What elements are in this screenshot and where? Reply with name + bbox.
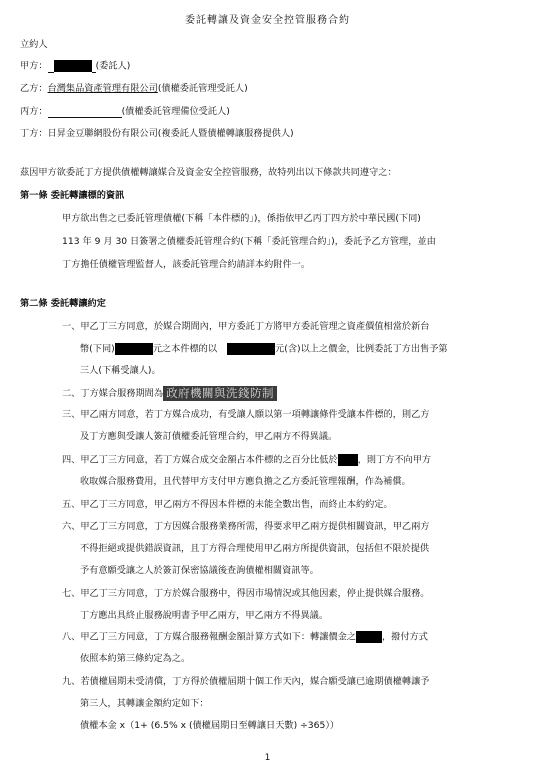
article-1-line-3: 丁方擔任債權管理監督人，該委託管理合約請詳本約附件一。 bbox=[62, 259, 311, 270]
item-3-line-1: 三、甲乙兩方同意，若丁方媒合成功，有受讓人願以第一項轉讓條件受讓本件標的，則乙方 bbox=[62, 409, 430, 420]
parties-heading: 立約人 bbox=[20, 39, 48, 50]
page-number: 1 bbox=[264, 753, 271, 763]
item-4-line-2: 收取媒合服務費用，且代替甲方支付甲方應負擔之乙方委託管理報酬，作為補償。 bbox=[80, 476, 411, 487]
party-b: 乙方：台灣集品資產管理有限公司(債權委託管理受託人) bbox=[20, 83, 248, 94]
item-1-line-3: 三人(下稱受讓人)。 bbox=[80, 365, 161, 376]
redaction-box bbox=[227, 343, 275, 355]
item-8-line-2: 依照本約第三條約定為之。 bbox=[80, 653, 191, 664]
article-1-line-2: 113 年 9 月 30 日簽署之債權委託管理合約(下稱「委託管理合約」)，委託予乙方管理，並由 bbox=[62, 236, 436, 247]
item-6-line-3: 予有意願受讓之人於簽訂保密協議後查詢債權相關資訊等。 bbox=[80, 565, 319, 576]
item-6-line-2: 不得拒絕或提供錯誤資訊，且丁方得合理使用甲乙兩方所提供資訊，包括但不限於提供 bbox=[80, 543, 430, 554]
item-8-line-1: 八、甲乙丁三方同意，丁方媒合服務報酬金額計算方式如下：轉讓價金之 ，撥付方式 bbox=[62, 631, 428, 643]
item-6-line-1: 六、甲乙丁三方同意，丁方因媒合服務業務所需，得要求甲乙兩方提供相關資訊，甲乙兩方 bbox=[62, 521, 430, 532]
item-1-line-1: 一、甲乙丁三方同意，於媒合期間內，甲方委託丁方將甲方委託管理之資產價值相當於新台 bbox=[62, 321, 430, 332]
item-7-line-2: 丁方應出具終止服務說明書予甲乙兩方，甲乙兩方不得異議。 bbox=[80, 610, 329, 621]
party-d: 丁方：日昇金豆聯網股份有限公司(複委託人暨債權轉讓服務提供人) bbox=[20, 128, 294, 139]
item-7-line-1: 七、甲乙丁三方同意，丁方於媒合服務中，得因市場情況或其他因素，停止提供媒合服務。 bbox=[62, 588, 430, 599]
item-5: 五、甲乙丁三方同意，甲乙兩方不得因本件標的未能全數出售，而終止本約約定。 bbox=[62, 499, 393, 510]
article-1-heading: 第一條 委託轉讓標的資訊 bbox=[20, 190, 125, 201]
item-1-line-2: 幣(下同) 元之本件標的以 元(含)以上之價金，比例委託丁方出售予第 bbox=[80, 343, 448, 355]
item-4-line-1: 四、甲乙丁三方同意，若丁方媒合成交金額占本件標的之百分比低於 ，則丁方不向甲方 bbox=[62, 454, 432, 466]
document-title: 委託轉讓及資金安全控管服務合約 bbox=[185, 15, 350, 26]
party-a: 甲方： (委託人) bbox=[20, 60, 131, 72]
item-2: 二、丁方媒合服務期間為 政府機關與洗錢防制 bbox=[62, 386, 277, 401]
preamble: 茲因甲方欲委託丁方提供債權轉讓媒合及資金安全控管服務，故特列出以下條款共同遵守之： bbox=[20, 167, 397, 178]
party-c: 丙方： (債權委託管理備位受託人) bbox=[20, 106, 230, 117]
article-1-line-1: 甲方欲出售之已委託管理債權(下稱「本件標的」)，係指依甲乙丙丁四方於中華民國(下同) bbox=[62, 213, 421, 224]
article-2-heading: 第二條 委託轉讓約定 bbox=[20, 298, 106, 309]
redaction-box bbox=[356, 631, 382, 643]
item-9-formula: 債權本金 x（1+ (6.5% x (債權屆期日至轉讓日天數) ÷365）） bbox=[80, 720, 340, 731]
item-9-line-2: 第三人，其轉讓金額約定如下： bbox=[80, 698, 209, 709]
blank-line bbox=[48, 107, 122, 118]
watermark-stamp: 政府機關與洗錢防制 bbox=[163, 386, 277, 401]
redaction-box bbox=[115, 343, 153, 355]
redaction-box bbox=[338, 454, 358, 466]
item-9-line-1: 九、若債權屆期未受清償，丁方得於債權屆期十個工作天內，媒合願受讓已逾期債權轉讓予 bbox=[62, 676, 430, 687]
item-3-line-2: 及丁方應與受讓人簽訂債權委託管理合約，甲乙兩方不得異議。 bbox=[80, 431, 338, 442]
redaction-box bbox=[54, 60, 92, 72]
